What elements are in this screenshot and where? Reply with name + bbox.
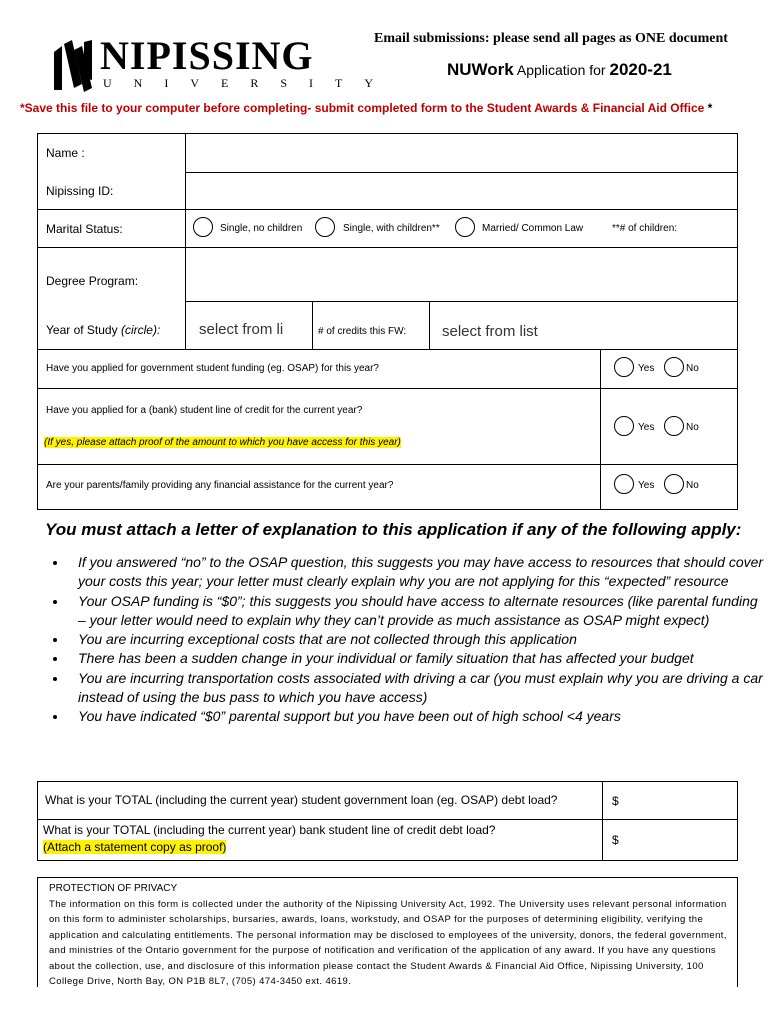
osap-question: Have you applied for government student funding (eg. OSAP) for this year? — [46, 363, 379, 374]
osap-debt-question: What is your TOTAL (including the current year) student government loan (eg. OSAP) debt load? — [45, 793, 558, 807]
table-border — [37, 209, 738, 210]
radio-single-with-children[interactable] — [315, 217, 335, 237]
table-border — [37, 349, 738, 350]
bank-debt-currency: $ — [612, 833, 619, 847]
line-of-credit-question: Have you applied for a (bank) student line of credit for the current year? — [46, 405, 363, 416]
family-support-question: Are your parents/family providing any financial assistance for the current year? — [46, 480, 394, 491]
name-field[interactable] — [187, 135, 735, 170]
option-single-no-children: Single, no children — [220, 223, 303, 234]
year-of-study-select[interactable]: select from li — [199, 321, 284, 338]
logo-wordmark: NIPISSING — [100, 33, 314, 78]
credits-label: # of credits this FW: — [318, 326, 407, 337]
family-no-label: No — [686, 480, 699, 491]
nipissing-id-label: Nipissing ID: — [46, 184, 114, 198]
table-border — [185, 172, 738, 173]
table-border — [37, 509, 738, 510]
line-of-credit-note — [44, 437, 401, 448]
family-yes-label: Yes — [638, 480, 655, 491]
table-border — [37, 133, 38, 510]
degree-program-label: Degree Program: — [46, 274, 139, 288]
list-item: • There has been a sudden change in your individual or family situation that has affected your budget — [68, 649, 768, 668]
radio-family-no[interactable] — [664, 474, 684, 494]
privacy-border — [37, 877, 38, 987]
option-single-with-children: Single, with children** — [343, 223, 440, 234]
table-border — [737, 781, 738, 861]
application-title — [447, 60, 672, 80]
degree-program-field[interactable] — [187, 249, 735, 299]
table-border — [185, 133, 186, 349]
line-of-credit-note-text: (If yes, please attach proof of the amount to which you have access for this year) — [44, 437, 401, 448]
radio-osap-yes[interactable] — [614, 357, 634, 377]
children-count-label: **# of children: — [612, 223, 678, 234]
year-of-study-label — [46, 323, 160, 337]
radio-credit-yes[interactable] — [614, 416, 634, 436]
table-border — [185, 301, 738, 302]
radio-single-no-children[interactable] — [193, 217, 213, 237]
table-border — [37, 464, 738, 465]
credit-no-label: No — [686, 422, 699, 433]
privacy-heading: PROTECTION OF PRIVACY — [49, 883, 178, 894]
radio-osap-no[interactable] — [664, 357, 684, 377]
list-item: • Your OSAP funding is “$0”; this suggests you should have access to alternate resources (like parental funding – your letter would need to explain why they can’t provide as much assistance as OSAP might expect) — [68, 592, 768, 631]
osap-debt-currency: $ — [612, 794, 619, 808]
year-of-study-text: Year of Study — [46, 323, 118, 337]
privacy-notice — [49, 881, 739, 990]
privacy-body: The information on this form is collected under the authority of the Nipissing University Act, 1992. The University uses relevant personal information on this form to administer scholarships, bursaries, awards, loans, workstudy, and OSAP for the purposes of determining eligibility, verifying the application and calculating entitlements. The personal information may be disclosed to employees of the university, donors, the federal government, and ministries of the Ontario government for the purpose of notification and verification of the application of any award. If you have any questions about the collection, use, and disclosure of this information please contact the Student Awards & Financial Aid Office, Nipissing University, 100 College Drive, North Bay, ON P1B 8L7, (705) 474-3450 ext. 4619. — [49, 898, 727, 987]
save-instruction — [20, 101, 760, 115]
credit-yes-label: Yes — [638, 422, 655, 433]
table-border — [37, 247, 738, 248]
table-border — [429, 301, 430, 349]
option-married-common-law: Married/ Common Law — [482, 223, 584, 234]
app-title-text: Application for — [513, 62, 610, 78]
explanation-heading: You must attach a letter of explanation to this application if any of the following apply: — [45, 520, 742, 539]
bank-debt-note — [43, 840, 226, 854]
explanation-list — [40, 553, 768, 727]
table-border — [37, 781, 38, 861]
nipissing-id-field[interactable] — [187, 174, 735, 208]
table-border — [37, 819, 738, 820]
table-border — [600, 349, 601, 510]
table-border — [602, 781, 603, 861]
save-note-text: *Save this file to your computer before completing- submit completed form to the Student Awards & Financial Aid Office — [20, 101, 705, 115]
name-label: Name : — [46, 146, 85, 160]
marital-status-label: Marital Status: — [46, 222, 123, 236]
osap-no-label: No — [686, 363, 699, 374]
table-border — [737, 133, 738, 510]
year-of-study-circle: (circle): — [117, 323, 161, 337]
bank-debt-note-text: (Attach a statement copy as proof) — [43, 840, 227, 854]
logo-subtitle: UNIVERSITY — [103, 76, 395, 90]
radio-married-common-law[interactable] — [455, 217, 475, 237]
email-note: Email submissions: please send all pages as ONE document — [374, 31, 728, 46]
osap-yes-label: Yes — [638, 363, 655, 374]
table-border — [37, 860, 738, 861]
save-note-star: * — [704, 101, 713, 115]
university-logo-mark — [52, 40, 94, 92]
table-border — [312, 301, 313, 349]
app-year: 2020-21 — [609, 60, 672, 79]
list-item: • If you answered “no” to the OSAP question, this suggests you may have access to resources that should cover your costs this year; your letter must clearly explain why you are not applying for this “expected” resource — [68, 553, 768, 592]
radio-credit-no[interactable] — [664, 416, 684, 436]
list-item: • You are incurring exceptional costs that are not collected through this application — [68, 630, 768, 649]
app-brand: NUWork — [447, 60, 514, 79]
privacy-border — [37, 877, 738, 878]
list-item: • You have indicated “$0” parental support but you have been out of high school <4 years — [68, 707, 768, 726]
radio-family-yes[interactable] — [614, 474, 634, 494]
list-item: • You are incurring transportation costs associated with driving a car (you must explain why you are driving a car instead of using the bus pass to which you have access) — [68, 669, 768, 708]
bank-debt-question: What is your TOTAL (including the current year) bank student line of credit debt load? — [43, 823, 496, 837]
table-border — [37, 133, 738, 134]
credits-select[interactable]: select from list — [442, 323, 538, 340]
table-border — [37, 781, 738, 782]
table-border — [37, 388, 738, 389]
